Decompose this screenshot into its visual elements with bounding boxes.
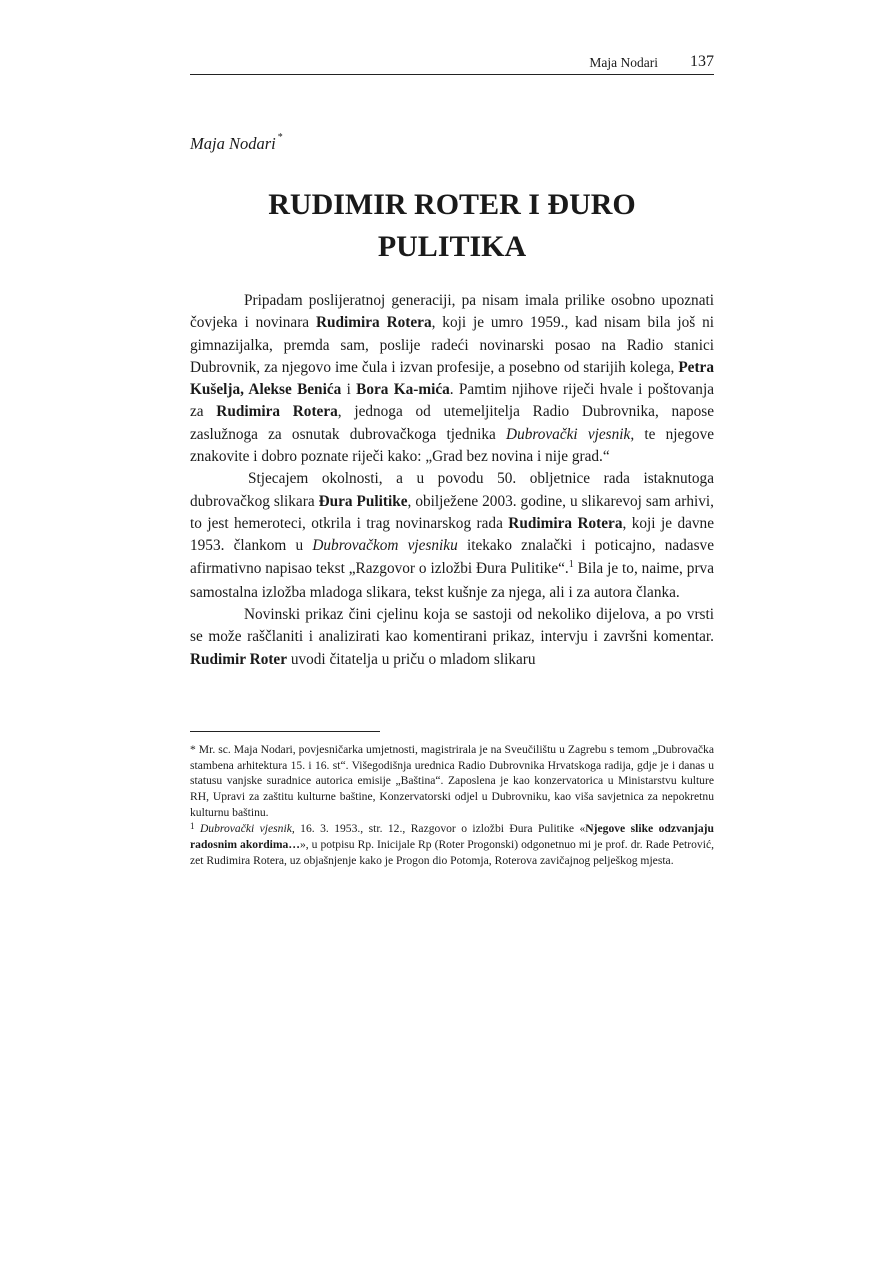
paragraph-1: Pripadam poslijeratnoj generaciji, pa nisam imala prilike osobno upoznati čovjeka i novinara Rudimira Rotera, koji je umro 1959., kad nisam bila još ni gimnazijalka, premda sam, poslije radeći novinarski posao na Radio stanici Dubrovnik, za njegovo ime čula i izvan profesije, a posebno od starijih kolega, Petra Kušelja, Alekse Benića i Bora Ka-mića. Pamtim njihove riječi hvale i poštovanja za Rudimira Rotera, jednoga od utemeljitelja Radio Dubrovnika, napose zaslužnoga za osnutak dubrovačkoga tjednika Dubrovački vjesnik, te njegove znakovite i dobro poznate riječi kako: „Grad bez novina i nije grad.“ — [190, 292, 715, 466]
footnote-1: $^1$ Dubrovački vjesnik, 16. 3. 1953., str. 12., Razgovor o izložbi Đura Pulitike «Njegove slike odzvanjaju radosnim akordima…», u potpisu Rp. Inicijale Rp (Roter Progonski) odgonetnuo mi je prof. dr. Rade Petrović, zet Rudimira Rotera, uz objašnjenje kako je Progon dio Potomja, Roterova zavičajnog pelješkog mjesta. — [190, 820, 714, 867]
running-head — [190, 52, 714, 75]
page-number: 137 — [690, 53, 714, 70]
bold-name: Đura Pulitike — [318, 492, 408, 510]
article-author — [190, 131, 283, 154]
footnote-1-ref[interactable]: 1 — [568, 558, 574, 570]
italic-title: Dubrovačkom vjesniku — [312, 537, 458, 555]
paragraph-2: Stjecajem okolnosti, a u povodu 50. obljetnice rada istaknutoga dubrovačkog slikara Đura Pulitike, obilježene 2003. godine, u slikarevoj sam arhivi, to jest hemeroteci, otkrila i trag novinarskog rada Rudimira Rotera, koji je davne 1953. člankom u Dubrovačkom vjesniku itekako znalački i poticajno, nadasve afirmativno napisao tekst „Razgovor o izložbi Đura Pulitike“.$^1$ Bila je to, naime, prva samostalna izložba mladoga slikara, tekst kušnje za njega, ali i za autora članka. — [190, 470, 715, 601]
author-footnote-mark[interactable]: * — [277, 131, 283, 143]
bold-name: Rudimira Rotera — [315, 314, 432, 332]
footnote-1-mark: 1 — [190, 820, 195, 831]
footnote-author: * Mr. sc. Maja Nodari, povjesničarka umjetnosti, magistrirala je na Sveučilištu u Zagrebu s temom „Dubrovačka stambena arhitektura 15. i 16. st“. Višegodišnja urednica Radio Dubrovnika Hrvatskoga radija, gdje je i danas u statusu vanjske suradnice autorica emisije „Baština“. Zaposlena je kao konzervatorica u Ministarstvu kulture RH, Upravi za zaštitu kulturne baštine, Konzervatorski odjel u Dubrovniku, kao viša savjetnica za nepokretnu kulturnu baštinu. — [190, 743, 714, 819]
bold-name: Bora Ka-mića — [356, 381, 450, 399]
running-head-author: Maja Nodari — [589, 55, 658, 70]
title-line-1: RUDIMIR ROTER I ĐURO — [268, 188, 636, 221]
footnote-author-mark: * — [190, 743, 196, 756]
footnote-divider — [190, 731, 380, 732]
author-name: Maja Nodari — [190, 134, 276, 153]
italic-title: Dubrovački vjesnik, — [506, 425, 635, 443]
article-body — [190, 290, 714, 671]
paragraph-3: Novinski prikaz čini cjelinu koja se sastoji od nekoliko dijelova, a po vrsti se može raščlaniti i analizirati kao komentirani prikaz, intervju i završni komentar. Rudimir Roter uvodi čitatelja u priču o mladom slikaru — [190, 606, 714, 668]
bold-name: Petra Kušelja, Alekse Benića — [190, 358, 714, 399]
title-line-2: PULITIKA — [377, 230, 527, 263]
bold-name: Rudimir Roter — [190, 650, 288, 668]
footnotes — [190, 742, 714, 869]
article-title — [190, 184, 714, 268]
bold-name: Rudimira Rotera — [216, 403, 338, 421]
bold-name: Rudimira Rotera — [508, 514, 623, 532]
